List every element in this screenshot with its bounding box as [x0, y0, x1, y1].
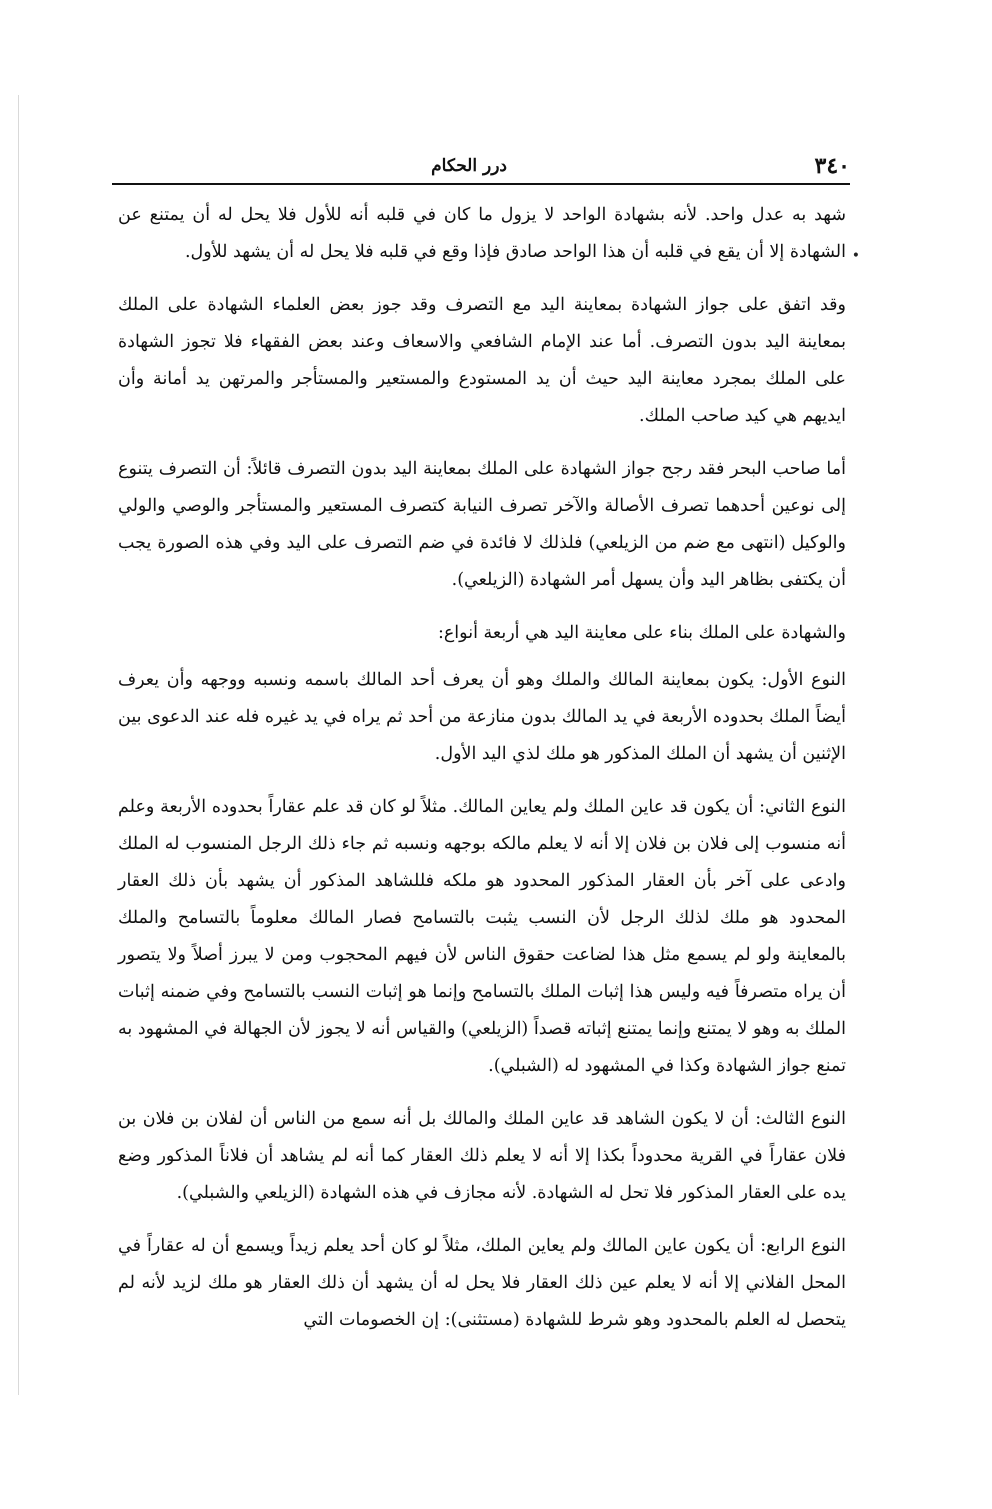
paragraph: وقد اتفق على جواز الشهادة بمعاينة اليد مع التصرف وقد جوز بعض العلماء الشهادة على الملك بمعاينة اليد بدون التصرف. أما عند الإمام الشافعي والاسعاف وعند بعض الفقهاء فلا تجوز الشهادة على الملك بمجرد معاينة اليد حيث أن يد المستودع والمستعير والمستأجر والمرتهن يد أمانة وأن ايديهم هي كيد صاحب الملك. [118, 295, 846, 426]
paragraph: أما صاحب البحر فقد رجح جواز الشهادة على الملك بمعاينة اليد بدون التصرف قائلاً: أن التصرف يتنوع إلى نوعين أحدهما تصرف الأصالة والآخر تصرف النيابة كتصرف المستعير والمستأجر والوصي والولي والوكيل (انتهى مع ضم من الزيلعي) فلذلك لا فائدة في ضم التصرف على اليد وفي هذه الصورة يجب أن يكتفى بظاهر اليد وأن يسهل أمر الشهادة (الزيلعي). [118, 459, 846, 590]
paragraph: النوع الثاني: أن يكون قد عاين الملك ولم يعاين المالك. مثلاً لو كان قد علم عقاراً بحدوده الأربعة وعلم أنه منسوب إلى فلان بن فلان إلا أنه لا يعلم مالكه بوجهه ونسبه ثم جاء ذلك الرجل المنسوب له الملك وادعى على آخر بأن العقار المذكور المحدود هو ملكه فللشاهد المذكور أن يشهد بأن ذلك العقار المحدود هو ملك لذلك الرجل لأن النسب يثبت بالتسامح فصار المالك معلوماً بالتسامح والملك بالمعاينة ولو لم يسمع مثل هذا لضاعت حقوق الناس لأن فيهم المحجوب ومن لا يبرز أصلاً ولا يتصور أن يراه متصرفاً فيه وليس هذا إثبات الملك بالتسامح وإنما هو إثبات النسب بالتسامح وفي ضمنه إثبات الملك به وهو لا يمتنع وإنما يمتنع إثباته قصداً (الزيلعي) والقياس أنه لا يجوز لأن الجهالة في المشهود به تمنع جواز الشهادة وكذا في المشهود له (الشبلي). [118, 797, 846, 1076]
page-number: ٣٤٠ [814, 153, 850, 179]
body-text [118, 197, 846, 1355]
paragraph: شهد به عدل واحد. لأنه بشهادة الواحد لا يزول ما كان في قلبه أنه للأول فلا يحل له أن يمتنع عن الشهادة إلا أن يقع في قلبه أن هذا الواحد صادق فإذا وقع في قلبه فلا يحل له أن يشهد للأول. [118, 205, 846, 262]
paragraph: النوع الثالث: أن لا يكون الشاهد قد عاين الملك والمالك بل أنه سمع من الناس أن لفلان بن فلان بن فلان عقاراً في القرية محدوداً بكذا إلا أنه لا يعلم ذلك العقار كما أنه لم يشاهد أن فلاناً المذكور وضع يده على العقار المذكور فلا تحل له الشهادة. لأنه مجازف في هذه الشهادة (الزيلعي والشبلي). [118, 1109, 846, 1203]
paragraph: النوع الرابع: أن يكون عاين المالك ولم يعاين الملك، مثلاً لو كان أحد يعلم زيداً ويسمع أن له عقاراً في المحل الفلاني إلا أنه لا يعلم عين ذلك العقار فلا يحل له أن يشهد أن ذلك العقار هو ملك لزيد لأنه لم يتحصل له العلم بالمحدود وهو شرط للشهادة (مستثنى): إن الخصومات التي [118, 1236, 846, 1330]
page-header [112, 152, 850, 180]
paragraph: النوع الأول: يكون بمعاينة المالك والملك وهو أن يعرف أحد المالك باسمه ونسبه ووجهه وأن يعرف أيضاً الملك بحدوده الأربعة في يد المالك بدون منازعة من أحد ثم يراه في يد غيره فله عند الدعوى بين الإثنين أن يشهد أن الملك المذكور هو ملك لذي اليد الأول. [118, 670, 846, 764]
line-marker: • [851, 248, 860, 264]
left-margin-rule [18, 95, 19, 1395]
paragraph: والشهادة على الملك بناء على معاينة اليد هي أربعة أنواع: [437, 623, 846, 643]
running-title: درر الحكام [431, 156, 507, 176]
header-rule [112, 183, 850, 185]
